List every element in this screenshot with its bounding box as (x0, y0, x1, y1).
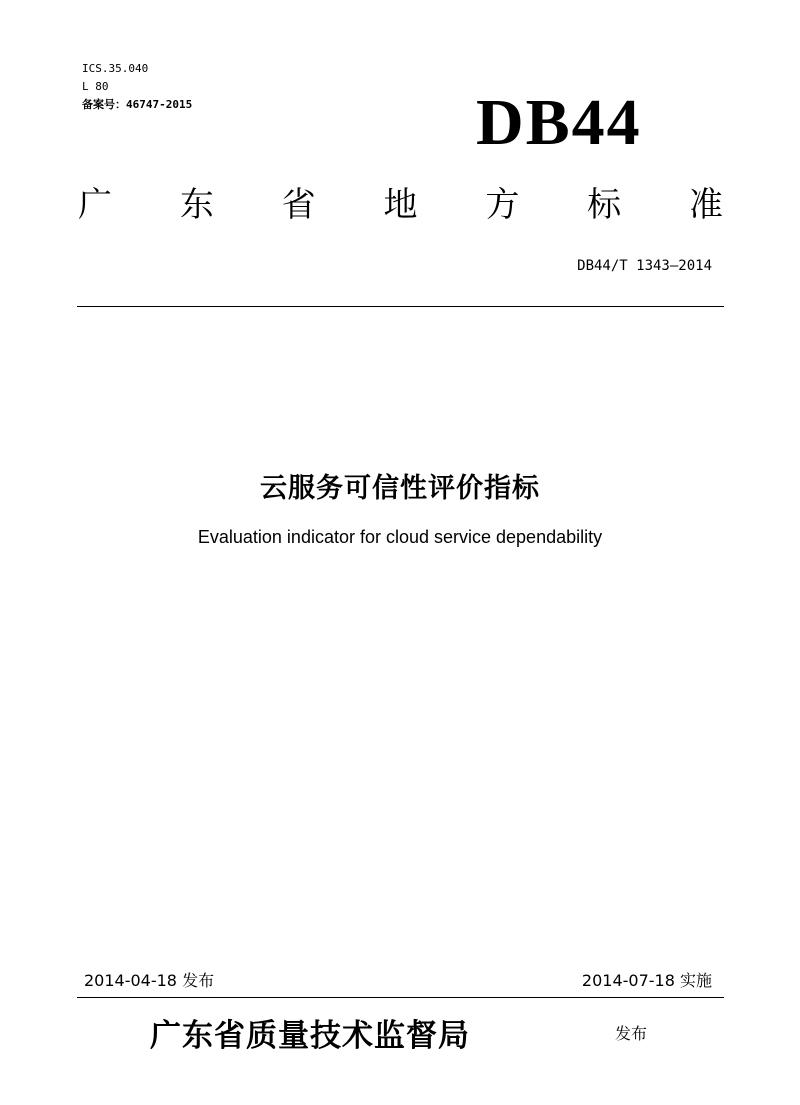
standard-type (78, 180, 723, 230)
implementation-date: 2014-07-18 实施 (581, 971, 712, 990)
ccs-code: L 80 (82, 80, 109, 93)
filing-number: 备案号：46747-2015 (82, 98, 193, 111)
standard-type-char: 方 (485, 185, 520, 225)
title-chinese: 云服务可信性评价指标 (260, 473, 540, 504)
standard-type-char: 东 (179, 185, 214, 225)
standard-type-char: 地 (383, 185, 418, 225)
classification-block (82, 60, 192, 114)
standard-type-char: 准 (688, 185, 723, 225)
standard-type-char: 标 (587, 185, 622, 225)
issued-label: 发布 (615, 1024, 648, 1043)
db44-logo: DB44 (476, 86, 642, 159)
issue-date: 2014-04-18 发布 (84, 971, 215, 990)
issuing-authority: 广东省质量技术监督局 (150, 1018, 470, 1054)
bottom-divider (77, 997, 724, 998)
ics-code: ICS.35.040 (82, 62, 149, 75)
title-english: Evaluation indicator for cloud service dependability (197, 527, 603, 547)
standard-number: DB44/T 1343—2014 (577, 258, 712, 274)
top-divider (77, 306, 724, 307)
standard-type-char: 省 (281, 185, 316, 225)
standard-type-char: 广 (78, 185, 112, 225)
